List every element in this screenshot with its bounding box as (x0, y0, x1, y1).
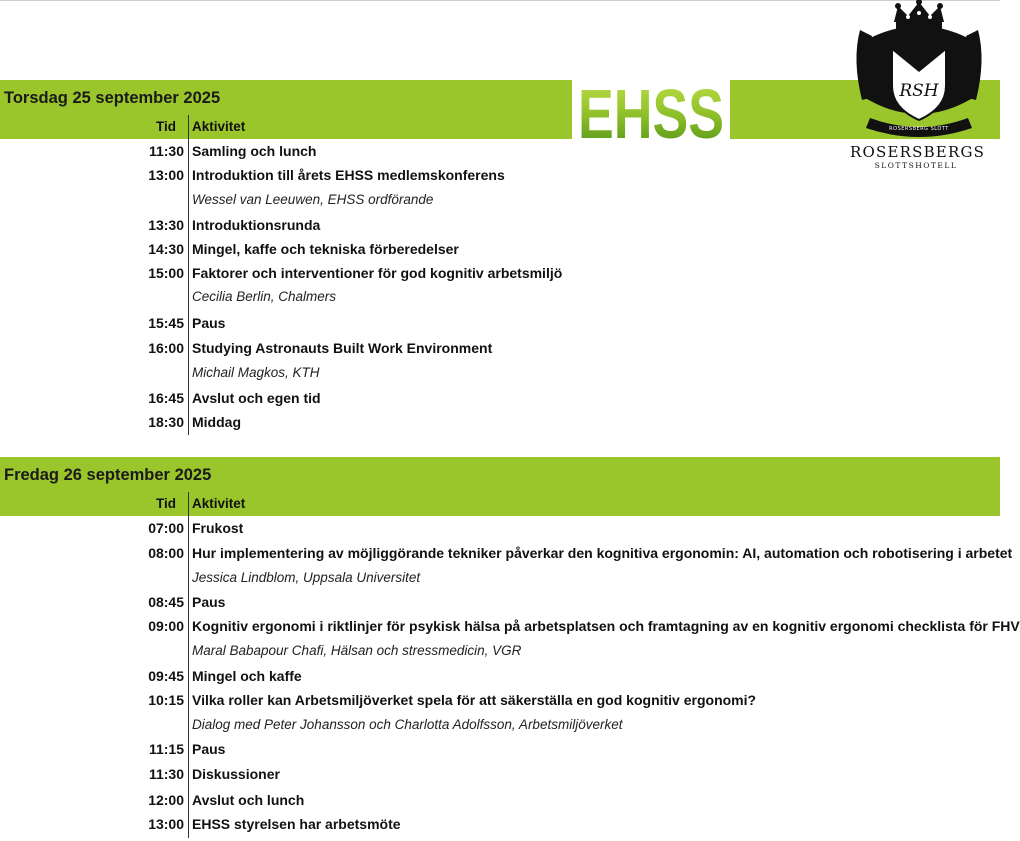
schedule-time: 08:45 (148, 594, 184, 610)
crest-monogram: RSH (899, 81, 939, 101)
schedule-activity: Paus (192, 315, 226, 331)
schedule-row (0, 520, 1000, 542)
schedule-speaker: Cecilia Berlin, Chalmers (192, 289, 337, 304)
schedule-time: 13:00 (148, 167, 184, 183)
schedule-time: 13:30 (148, 217, 184, 233)
schedule-activity: Samling och lunch (192, 143, 317, 159)
schedule-speaker: Wessel van Leeuwen, EHSS ordförande (192, 192, 434, 207)
schedule-row (0, 414, 1000, 436)
day-1-col-time-header: Tid (156, 119, 176, 134)
schedule-speaker-row (0, 365, 1000, 387)
schedule-speaker: Maral Babapour Chafi, Hälsan och stressmedicin, VGR (192, 643, 522, 658)
schedule-activity: Paus (192, 594, 226, 610)
schedule-row (0, 668, 1000, 690)
schedule-activity: Faktorer och interventioner för god kognitiv arbetsmiljö (192, 265, 563, 281)
hotel-name: ROSERSBERGS (850, 143, 986, 161)
rosersbergs-logo (850, 0, 1000, 172)
schedule-speaker-row (0, 192, 1000, 214)
schedule-activity: Paus (192, 741, 226, 757)
schedule-activity: Introduktionsrunda (192, 217, 321, 233)
day-1-title: Torsdag 25 september 2025 (4, 89, 221, 107)
schedule-speaker: Dialog med Peter Johansson och Charlotta Adolfsson, Arbetsmiljöverket (192, 717, 623, 732)
day-2-title: Fredag 26 september 2025 (4, 466, 212, 484)
ehss-logo (572, 75, 730, 153)
schedule-speaker-row (0, 570, 1000, 592)
schedule-time: 08:00 (148, 545, 184, 561)
schedule-speaker-row (0, 643, 1000, 665)
schedule-activity: Mingel och kaffe (192, 668, 302, 684)
schedule-activity: Middag (192, 414, 241, 430)
schedule-time: 10:15 (148, 692, 184, 708)
schedule-row (0, 217, 1000, 239)
schedule-row (0, 594, 1000, 616)
schedule-activity: Kognitiv ergonomi i riktlinjer för psykisk hälsa på arbetsplatsen och framtagning av en kognitiv ergonomi checklista för FHV (192, 618, 1020, 634)
day-2-col-activity-header: Aktivitet (192, 496, 246, 511)
schedule-time: 14:30 (148, 241, 184, 257)
schedule-row (0, 692, 1000, 714)
schedule-row (0, 816, 1000, 838)
day-1-col-activity-header: Aktivitet (192, 119, 246, 134)
schedule-row (0, 241, 1000, 263)
schedule-row (0, 741, 1000, 763)
schedule-time: 13:00 (148, 816, 184, 832)
schedule-row (0, 545, 1013, 567)
schedule-time: 11:30 (148, 143, 184, 159)
schedule-activity: Vilka roller kan Arbetsmiljöverket spela för att säkerställa en god kognitiv ergonomi? (192, 692, 757, 708)
schedule-activity: Avslut och lunch (192, 792, 305, 808)
schedule-time: 12:00 (148, 792, 184, 808)
schedule-row (0, 340, 1000, 362)
schedule-time: 11:15 (148, 741, 184, 757)
day-2-col-time-header: Tid (156, 496, 176, 511)
schedule-row (0, 618, 1020, 640)
schedule-time: 09:00 (148, 618, 184, 634)
schedule-speaker-row (0, 717, 1000, 739)
schedule-time: 11:30 (148, 766, 184, 782)
schedule-activity: Diskussioner (192, 766, 280, 782)
schedule-activity: Frukost (192, 520, 244, 536)
ehss-logo-graphic (572, 75, 730, 153)
crest-banner-text: ROSERSBERG SLOTT (889, 126, 949, 132)
schedule-time: 18:30 (148, 414, 184, 430)
schedule-activity: Studying Astronauts Built Work Environment (192, 340, 493, 356)
schedule-activity: Introduktion till årets EHSS medlemskonferens (192, 167, 505, 183)
schedule-activity: Avslut och egen tid (192, 390, 321, 406)
schedule-row (0, 315, 1000, 337)
schedule-row (0, 766, 1000, 788)
schedule-activity: Mingel, kaffe och tekniska förberedelser (192, 241, 459, 257)
schedule-speaker-row (0, 289, 1000, 311)
schedule-row (0, 265, 1000, 287)
schedule-time: 07:00 (148, 520, 184, 536)
ehss-logo-text: EHSS (578, 75, 724, 153)
crest-icon (850, 0, 1000, 142)
schedule-time: 09:45 (148, 668, 184, 684)
schedule-speaker: Jessica Lindblom, Uppsala Universitet (192, 570, 421, 585)
schedule-time: 16:45 (148, 390, 184, 406)
schedule-activity: EHSS styrelsen har arbetsmöte (192, 816, 401, 832)
schedule-time: 15:45 (148, 315, 184, 331)
schedule-row (0, 792, 1000, 814)
hotel-subtitle: SLOTTSHOTELL (874, 161, 958, 170)
schedule-speaker: Michail Magkos, KTH (192, 365, 320, 380)
schedule-row (0, 390, 1000, 412)
schedule-time: 15:00 (148, 265, 184, 281)
schedule-activity: Hur implementering av möjliggörande tekniker påverkar den kognitiva ergonomin: AI, automation och robotisering i arbetet (192, 545, 1013, 561)
schedule-time: 16:00 (148, 340, 184, 356)
